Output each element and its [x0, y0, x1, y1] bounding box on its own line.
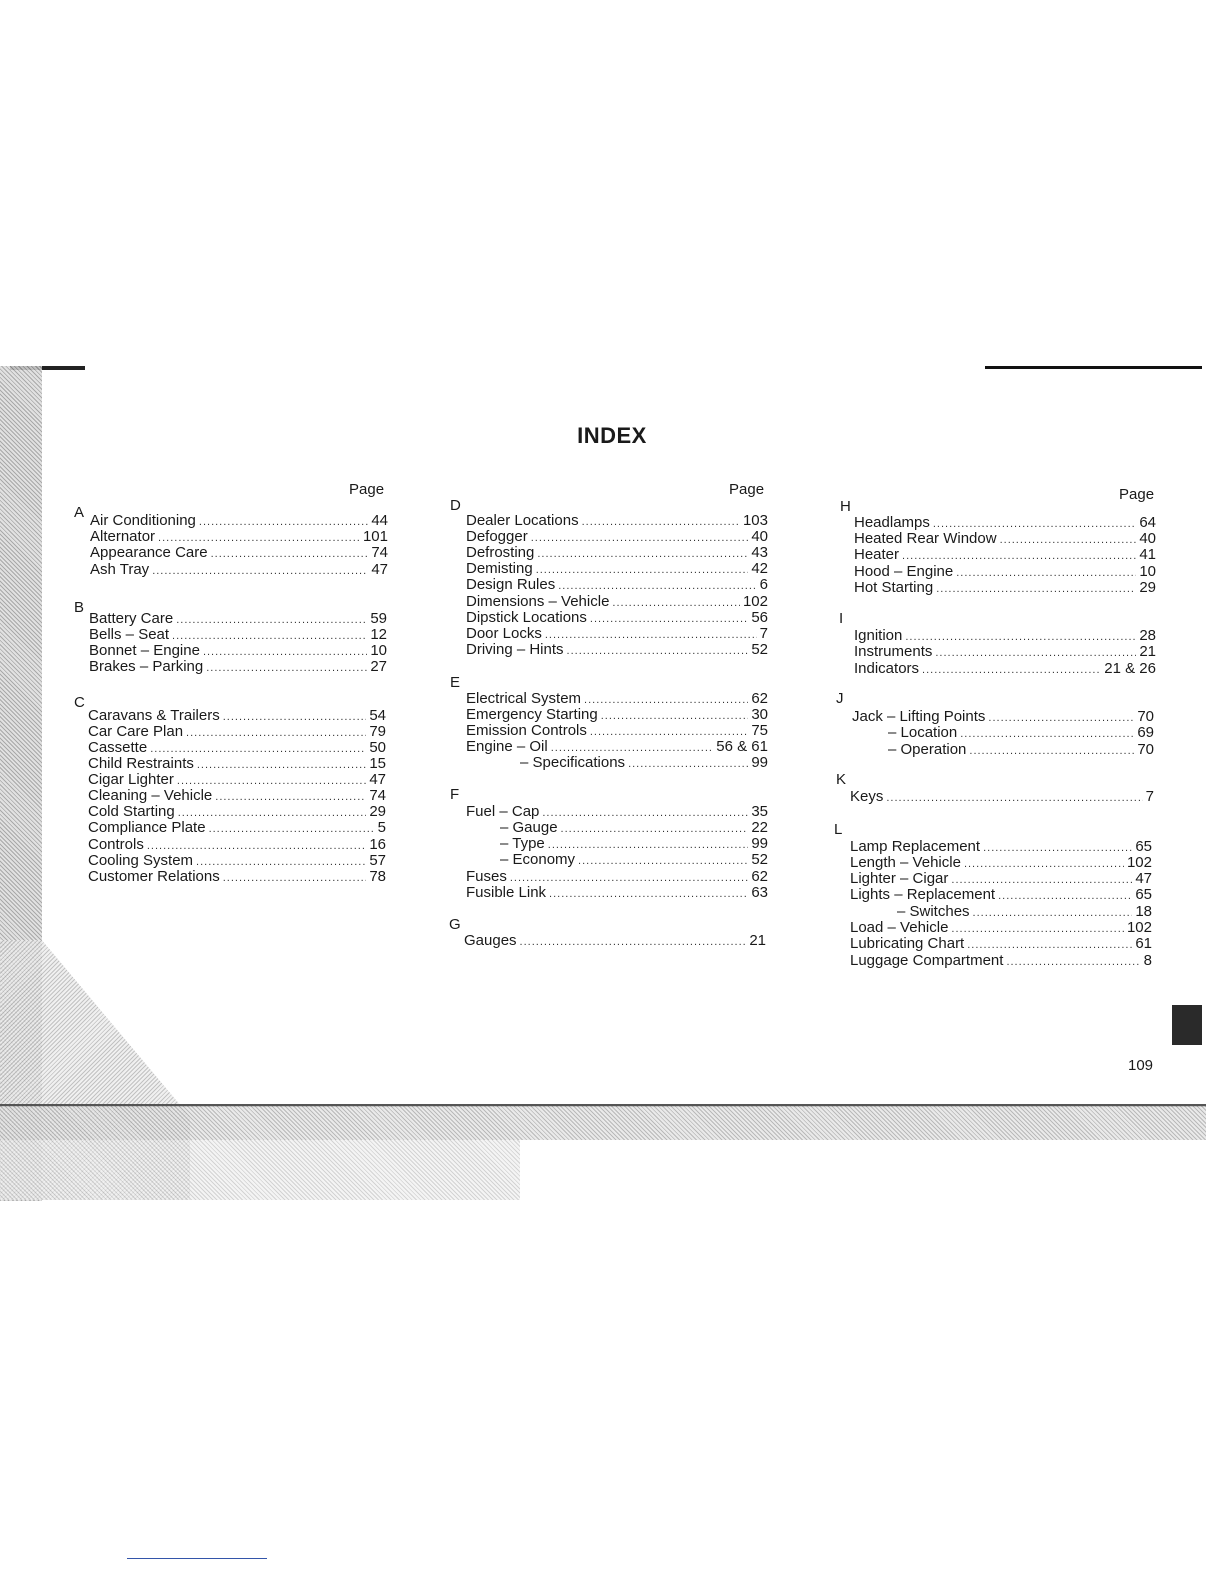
entry-page: 29 — [1139, 579, 1156, 596]
entry-label: Cold Starting — [88, 803, 175, 820]
entry-page: 47 — [371, 561, 388, 578]
entry-label: Ash Tray — [90, 561, 150, 578]
entry-label: Defrosting — [466, 544, 535, 561]
dot-leader — [203, 644, 367, 660]
entry-page: 42 — [751, 560, 768, 577]
entry-page: 59 — [370, 610, 387, 627]
section-letter: G — [449, 916, 461, 933]
index-entry — [850, 789, 1154, 806]
page-title: INDEX — [577, 423, 647, 448]
dot-leader — [969, 743, 1134, 759]
entry-label: Instruments — [854, 643, 933, 660]
index-entry — [888, 725, 1154, 742]
dot-leader — [186, 725, 366, 741]
entry-page: 78 — [369, 868, 386, 885]
entry-label: Fusible Link — [466, 884, 547, 901]
index-entry — [854, 644, 1156, 661]
entry-page: 103 — [742, 512, 768, 529]
index-entry — [466, 577, 768, 594]
index-entry — [854, 661, 1156, 678]
entry-label: – Specifications — [520, 754, 626, 771]
entry-label: Indicators — [854, 660, 920, 677]
dot-leader — [520, 934, 747, 950]
section-letter: J — [836, 690, 844, 707]
entry-page: 22 — [751, 819, 768, 836]
entry-label: Appearance Care — [90, 544, 208, 561]
section-letter: F — [450, 786, 460, 803]
entry-label: Headlamps — [854, 514, 930, 531]
dot-leader — [567, 643, 749, 659]
entry-page: 7 — [759, 625, 768, 642]
page-number: 109 — [1128, 1057, 1154, 1074]
dot-leader — [211, 546, 369, 562]
entry-page: 7 — [1145, 788, 1154, 805]
entry-label: Dealer Locations — [466, 512, 579, 529]
entry-page: 21 & 26 — [1104, 660, 1156, 677]
entry-label: Lubricating Chart — [850, 935, 965, 952]
entry-label: Dimensions – Vehicle — [466, 593, 610, 610]
entry-page: 62 — [751, 868, 768, 885]
section-letter: A — [74, 504, 85, 521]
dot-leader — [601, 708, 749, 724]
dot-leader — [998, 888, 1132, 904]
entry-page: 74 — [371, 544, 388, 561]
dot-leader — [178, 805, 367, 821]
dot-leader — [922, 662, 1101, 678]
entry-label: Customer Relations — [88, 868, 220, 885]
dot-leader — [172, 628, 367, 644]
entry-page: 15 — [369, 755, 386, 772]
dot-leader — [542, 805, 748, 821]
entry-label: Cassette — [88, 739, 148, 756]
entry-page: 70 — [1137, 741, 1154, 758]
entry-page: 63 — [751, 884, 768, 901]
dot-leader — [582, 514, 740, 530]
dot-leader — [223, 870, 367, 886]
entry-label: Emergency Starting — [466, 706, 598, 723]
entry-page: 28 — [1139, 627, 1156, 644]
entry-page: 6 — [759, 576, 768, 593]
entry-page: 62 — [751, 690, 768, 707]
entry-label: Air Conditioning — [90, 512, 196, 529]
entry-page: 18 — [1135, 903, 1152, 920]
entry-label: – Gauge — [500, 819, 558, 836]
entry-label: Jack – Lifting Points — [852, 708, 986, 725]
index-entry — [520, 755, 768, 772]
entry-page: 69 — [1137, 724, 1154, 741]
entry-page: 102 — [742, 593, 768, 610]
entry-label: Lighter – Cigar — [850, 870, 949, 887]
entry-label: Defogger — [466, 528, 528, 545]
entry-label: – Location — [888, 724, 958, 741]
entry-label: Car Care Plan — [88, 723, 184, 740]
entry-label: Hot Starting — [854, 579, 934, 596]
index-entry — [850, 953, 1152, 970]
entry-page: 102 — [1126, 854, 1152, 871]
entry-label: Luggage Compartment — [850, 952, 1004, 969]
page-column-header: Page — [349, 481, 385, 498]
entry-label: Cooling System — [88, 852, 194, 869]
entry-label: Design Rules — [466, 576, 556, 593]
entry-page: 40 — [751, 528, 768, 545]
index-entry — [854, 580, 1156, 597]
dot-leader — [558, 578, 756, 594]
entry-label: Brakes – Parking — [89, 658, 204, 675]
entry-label: Engine – Oil — [466, 738, 548, 755]
entry-label: Cleaning – Vehicle — [88, 787, 213, 804]
index-entry — [888, 742, 1154, 759]
dot-leader — [196, 854, 366, 870]
entry-label: Caravans & Trailers — [88, 707, 220, 724]
dot-leader — [983, 840, 1132, 856]
entry-label: Dipstick Locations — [466, 609, 587, 626]
entry-page: 102 — [1126, 919, 1152, 936]
dot-leader — [905, 629, 1136, 645]
entry-page: 79 — [369, 723, 386, 740]
entry-page: 65 — [1135, 838, 1152, 855]
dot-leader — [537, 546, 748, 562]
entry-page: 47 — [1135, 870, 1152, 887]
dot-leader — [628, 756, 748, 772]
entry-label: – Switches — [897, 903, 970, 920]
entry-label: Battery Care — [89, 610, 174, 627]
entry-page: 52 — [751, 851, 768, 868]
section-letter: B — [74, 599, 85, 616]
entry-page: 10 — [1139, 563, 1156, 580]
entry-page: 41 — [1139, 546, 1156, 563]
index-entry — [88, 869, 386, 886]
dot-leader — [578, 853, 748, 869]
index-entry — [89, 659, 387, 676]
dot-leader — [209, 821, 375, 837]
section-letter: D — [450, 497, 461, 514]
dot-leader — [973, 905, 1133, 921]
entry-page: 43 — [751, 544, 768, 561]
dot-leader — [584, 692, 748, 708]
entry-label: Load – Vehicle — [850, 919, 949, 936]
index-entry — [466, 885, 768, 902]
entry-label: Length – Vehicle — [850, 854, 961, 871]
entry-page: 5 — [377, 819, 386, 836]
dot-leader — [902, 548, 1136, 564]
index-entry — [854, 531, 1156, 548]
entry-page: 10 — [370, 642, 387, 659]
dot-leader — [988, 710, 1134, 726]
entry-label: Door Locks — [466, 625, 542, 642]
section-letter: H — [840, 498, 851, 515]
entry-page: 57 — [369, 852, 386, 869]
index-entry — [464, 933, 766, 950]
entry-label: Cigar Lighter — [88, 771, 174, 788]
index-entry — [466, 642, 768, 659]
section-letter: I — [839, 610, 844, 627]
dot-leader — [176, 612, 367, 628]
index-entry — [90, 562, 388, 579]
entry-page: 64 — [1139, 514, 1156, 531]
dot-leader — [199, 514, 368, 530]
entry-label: Alternator — [90, 528, 156, 545]
entry-page: 61 — [1135, 935, 1152, 952]
entry-label: Fuel – Cap — [466, 803, 540, 820]
dot-leader — [536, 562, 749, 578]
dot-leader — [935, 645, 1136, 661]
entry-page: 99 — [751, 754, 768, 771]
entry-page: 70 — [1137, 708, 1154, 725]
entry-page: 12 — [370, 626, 387, 643]
entry-label: Bells – Seat — [89, 626, 170, 643]
dot-leader — [967, 937, 1132, 953]
page-column-header: Page — [1119, 486, 1155, 503]
dot-leader — [549, 886, 748, 902]
entry-page: 8 — [1143, 952, 1152, 969]
dot-leader — [197, 757, 366, 773]
entry-label: Lamp Replacement — [850, 838, 981, 855]
dot-leader — [223, 709, 367, 725]
entry-label: Driving – Hints — [466, 641, 564, 658]
entry-label: Fuses — [466, 868, 507, 885]
entry-page: 52 — [751, 641, 768, 658]
dot-leader — [206, 660, 367, 676]
entry-label: Electrical System — [466, 690, 582, 707]
entry-label: – Economy — [500, 851, 576, 868]
dot-leader — [152, 563, 368, 579]
dot-leader — [960, 726, 1134, 742]
dot-leader — [951, 921, 1124, 937]
dot-leader — [956, 565, 1136, 581]
index-entry — [850, 887, 1152, 904]
entry-label: Controls — [88, 836, 144, 853]
entry-page: 35 — [751, 803, 768, 820]
entry-label: Keys — [850, 788, 884, 805]
dot-leader — [531, 530, 749, 546]
index-entry — [854, 547, 1156, 564]
entry-page: 56 & 61 — [716, 738, 768, 755]
entry-page: 29 — [369, 803, 386, 820]
index-entry — [88, 820, 386, 837]
dot-leader — [590, 611, 748, 627]
entry-label: – Operation — [888, 741, 967, 758]
dot-leader — [964, 856, 1124, 872]
entry-label: Heater — [854, 546, 900, 563]
entry-page: 65 — [1135, 886, 1152, 903]
entry-page: 99 — [751, 835, 768, 852]
underline-mark — [127, 1558, 267, 1559]
entry-page: 56 — [751, 609, 768, 626]
entry-label: – Type — [500, 835, 545, 852]
entry-label: Demisting — [466, 560, 533, 577]
dot-leader — [545, 627, 757, 643]
dot-leader — [936, 581, 1136, 597]
dot-leader — [1006, 954, 1140, 970]
section-letter: C — [74, 694, 85, 711]
entry-label: Gauges — [464, 932, 517, 949]
entry-label: Bonnet – Engine — [89, 642, 200, 659]
entry-label: Emission Controls — [466, 722, 587, 739]
page-column-header: Page — [729, 481, 765, 498]
scan-shadow — [0, 1140, 520, 1200]
entry-page: 40 — [1139, 530, 1156, 547]
section-letter: K — [836, 771, 847, 788]
entry-page: 21 — [1139, 643, 1156, 660]
scan-shadow — [0, 1106, 1206, 1140]
scan-edge-line — [985, 366, 1202, 369]
entry-label: Ignition — [854, 627, 903, 644]
entry-page: 75 — [751, 722, 768, 739]
index-entry — [850, 936, 1152, 953]
entry-page: 74 — [369, 787, 386, 804]
entry-page: 54 — [369, 707, 386, 724]
index-entry — [500, 852, 768, 869]
entry-page: 16 — [369, 836, 386, 853]
thumb-tab-marker — [1172, 1005, 1202, 1045]
entry-page: 44 — [371, 512, 388, 529]
entry-page: 101 — [362, 528, 388, 545]
entry-label: Lights – Replacement — [850, 886, 996, 903]
dot-leader — [215, 789, 366, 805]
entry-label: Child Restraints — [88, 755, 194, 772]
entry-page: 21 — [749, 932, 766, 949]
entry-page: 27 — [370, 658, 387, 675]
dot-leader — [561, 821, 749, 837]
entry-page: 30 — [751, 706, 768, 723]
dot-leader — [548, 837, 749, 853]
entry-page: 47 — [369, 771, 386, 788]
section-letter: E — [450, 674, 461, 691]
dot-leader — [886, 790, 1142, 806]
entry-label: Heated Rear Window — [854, 530, 997, 547]
dot-leader — [1000, 532, 1137, 548]
index-entry — [90, 545, 388, 562]
entry-label: Compliance Plate — [88, 819, 206, 836]
entry-label: Hood – Engine — [854, 563, 954, 580]
section-letter: L — [834, 821, 843, 838]
entry-page: 50 — [369, 739, 386, 756]
dot-leader — [612, 595, 740, 611]
